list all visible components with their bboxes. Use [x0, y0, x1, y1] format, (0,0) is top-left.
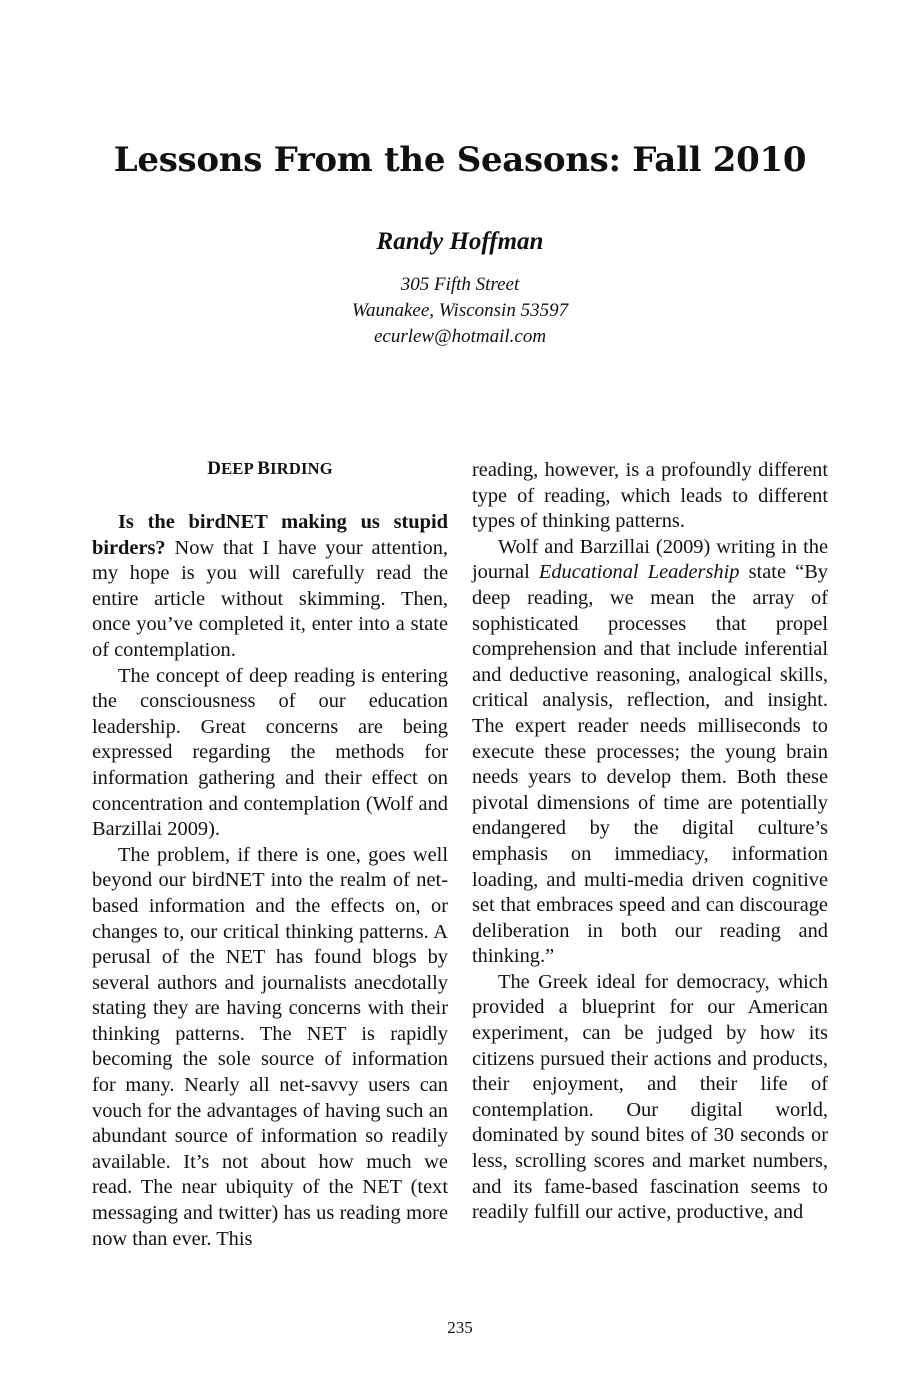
author-street-address: 305 Fifth Street: [400, 274, 520, 295]
section-heading-rest-2: IRDING: [270, 459, 333, 478]
right-paragraph-3: The Greek ideal for democracy, which provided a blueprint for our American experiment, can be judged by how its citizens pursued their actions and products, their enjoyment, and their life of contemplation. Our digital world, dominated by sound bites of 30 seconds or less, scrolling scores and market numbers, and its fame-based fascination seems to readily fulfill our active, productive, and: [472, 970, 828, 1224]
author-email: ecurlew@hotmail.com: [373, 326, 547, 347]
author-city-state: Waunakee, Wisconsin 53597: [351, 300, 569, 321]
left-paragraph-1: [92, 510, 448, 664]
left-paragraph-2: The concept of deep reading is entering the consciousness of our education leadership. Great concerns are being expressed regarding the methods for information gathering and their effect on concentration and contemplation (Wolf and Barzillai 2009).: [92, 664, 448, 841]
article-title: Lessons From the Seasons: Fall 2010: [113, 140, 807, 180]
left-paragraph-3: The problem, if there is one, goes well beyond our birdNET into the realm of net-based information and the effects on, or changes to, our critical thinking patterns. A perusal of the NET has found blogs by several authors and journalists anecdotally stating they are having concerns with their thinking patterns. The NET is rapidly becoming the sole source of information for many. Nearly all net-savvy users can vouch for the advantages of having such an abundant source of information so readily available. It’s not about how much we read. The near ubiquity of the NET (text messaging and twitter) has us reading more now than ever. This: [92, 843, 448, 1250]
right-column: [472, 458, 828, 1226]
right-paragraph-2-text-a: Wolf and Barzillai (2009) writing in the journal: [472, 535, 828, 584]
right-paragraph-2-text-b: state “By deep reading, we mean the array of sophisticated processes that propel comprehension and that include inferential and deductive reasoning, analogical skills, critical analysis, reflection, and insight. The expert reader needs milliseconds to execute these processes; the young brain needs years to develop them. Both these pivotal dimensions of time are potentially endangered by the digital culture’s emphasis on immediacy, information loading, and multi-media driven cognitive set that embraces speed and can discourage deliberation in both our reading and thinking.”: [472, 561, 828, 968]
lead-question: Is the birdNET making us stupid birders?: [92, 511, 448, 559]
page-number: 235: [447, 1318, 473, 1337]
section-heading-rest-1: EEP: [221, 459, 258, 478]
section-heading-cap-2: B: [257, 458, 271, 479]
right-paragraph-2: [472, 535, 828, 970]
section-heading-cap-1: D: [207, 458, 222, 479]
left-paragraph-1-text: Now that I have your attention, my hope is you will carefully read the entire article without skimming. Then, once you’ve completed it, enter into a state of contemplation.: [92, 536, 448, 661]
left-column: [92, 458, 448, 1252]
section-heading: [92, 458, 448, 478]
author-name: Randy Hoffman: [376, 228, 544, 255]
right-paragraph-1: reading, however, is a profoundly different type of reading, which leads to different types of thinking patterns.: [472, 459, 828, 533]
journal-name: Educational Leadership: [538, 561, 740, 584]
